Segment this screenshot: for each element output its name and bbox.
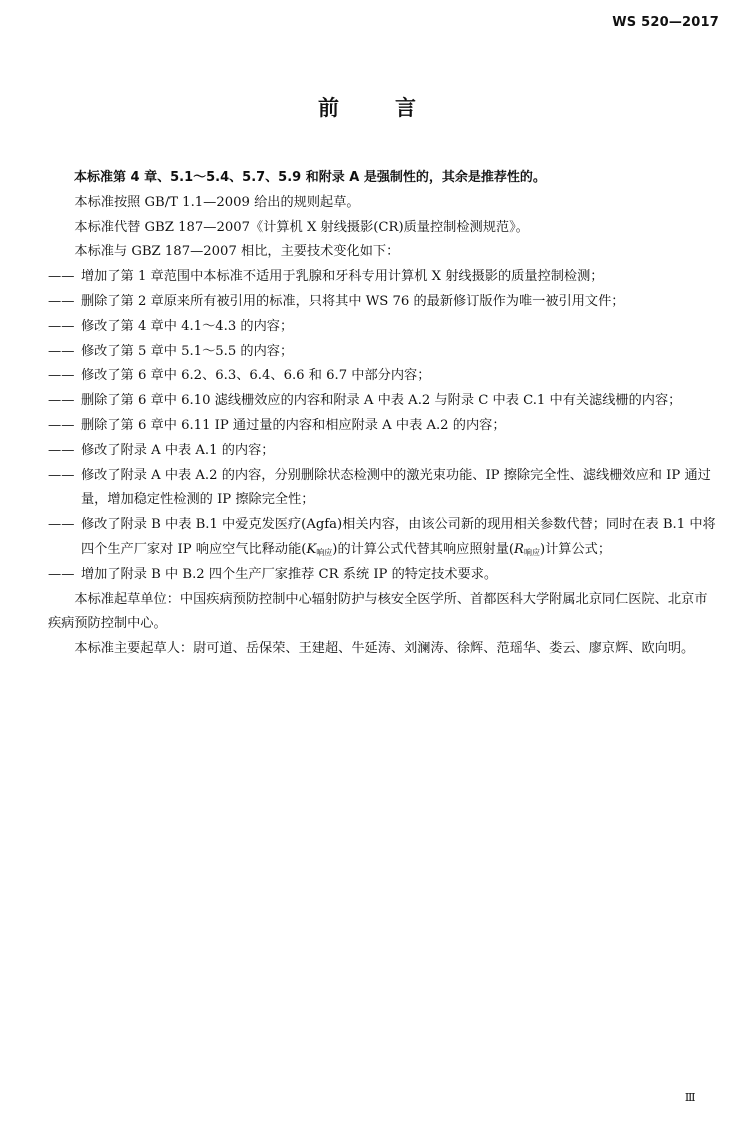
list-item [48,364,720,389]
foreword-body [48,166,720,662]
r-symbol: R [514,541,524,557]
dash-marker: —— [48,368,75,384]
title-char-1: 前 [318,96,340,120]
comparison-paragraph: 本标准与 GBZ 187—2007 相比，主要技术变化如下： [74,244,400,260]
k-symbol: K [306,541,317,557]
list-item [48,389,720,414]
list-item-text: 删除了第 6 章中 6.10 滤线栅效应的内容和附录 A 中表 A.2 与附录 C 中表 C.1 中有关滤线栅的内容； [81,393,682,409]
list-item-text: 修改了附录 B 中表 B.1 中爱克发医疗(Agfa)相关内容，由该公司新的现用相关参数代替；同时在表 B.1 中将四个生产厂家对 IP 响应空气比释动能( [81,517,716,557]
list-item [48,290,720,315]
list-item [48,513,720,563]
list-item-text: 删除了第 6 章中 6.11 IP 通过量的内容和相应附录 A 中表 A.2 的内容； [81,417,506,433]
dash-marker: —— [48,393,75,409]
list-item-text: 增加了附录 B 中 B.2 四个生产厂家推荐 CR 系统 IP 的特定技术要求。 [81,566,498,582]
k-subscript: 响应 [316,547,333,557]
list-item [48,439,720,464]
dash-marker: —— [48,343,75,359]
list-item-text: 删除了第 2 章原来所有被引用的标准，只将其中 WS 76 的最新修订版作为唯一被引用文件； [81,293,625,309]
drafting-rule-paragraph: 本标准按照 GB/T 1.1—2009 给出的规则起草。 [74,194,360,210]
dash-marker: —— [48,269,75,285]
page-title [0,92,735,122]
list-item [48,563,720,588]
page-number: Ⅲ [684,1091,695,1104]
title-char-2: 言 [395,96,417,120]
list-item-text: 修改了附录 A 中表 A.1 的内容； [81,442,275,458]
drafters-paragraph: 本标准主要起草人：尉可道、岳保荣、王建超、牛延涛、刘澜涛、徐辉、范瑶华、娄云、廖京辉、欧向明。 [74,641,695,657]
list-item-text: 修改了附录 A 中表 A.2 的内容，分别删除状态检测中的激光束功能、IP 擦除完全性、滤线栅效应和 IP 通过量，增加稳定性检测的 IP 擦除完全性； [81,467,711,508]
list-item-text: 修改了第 5 章中 5.1～5.5 的内容； [81,343,294,359]
list-item-text: 增加了第 1 章范围中本标准不适用于乳腺和牙科专用计算机 X 射线摄影的质量控制检测； [81,269,604,285]
list-item [48,340,720,365]
drafting-units-paragraph: 本标准起草单位：中国疾病预防控制中心辐射防护与核安全医学所、首都医科大学附属北京同仁医院、北京市疾病预防控制中心。 [48,591,708,632]
list-item-text: 修改了第 6 章中 6.2、6.3、6.4、6.6 和 6.7 中部分内容； [81,368,431,384]
list-item-text-cont: )的计算公式代替其响应照射量( [332,541,515,557]
dash-marker: —— [48,566,75,582]
technical-changes-list [48,265,720,587]
dash-marker: —— [48,442,75,458]
r-subscript: 响应 [523,547,540,557]
dash-marker: —— [48,467,75,483]
list-item-text-end: )计算公式； [539,541,612,557]
list-item [48,265,720,290]
mandatory-statement: 本标准第 4 章、5.1～5.4、5.7、5.9 和附录 A 是强制性的，其余是推荐性的。 [74,170,546,185]
dash-marker: —— [48,293,75,309]
dash-marker: —— [48,318,75,334]
replaces-paragraph: 本标准代替 GBZ 187—2007《计算机 X 射线摄影(CR)质量控制检测规范》。 [74,219,529,235]
list-item [48,414,720,439]
standard-number: WS 520—2017 [612,15,719,30]
list-item [48,464,720,514]
list-item [48,315,720,340]
list-item-text: 修改了第 4 章中 4.1～4.3 的内容； [81,318,294,334]
dash-marker: —— [48,517,75,533]
dash-marker: —— [48,417,75,433]
